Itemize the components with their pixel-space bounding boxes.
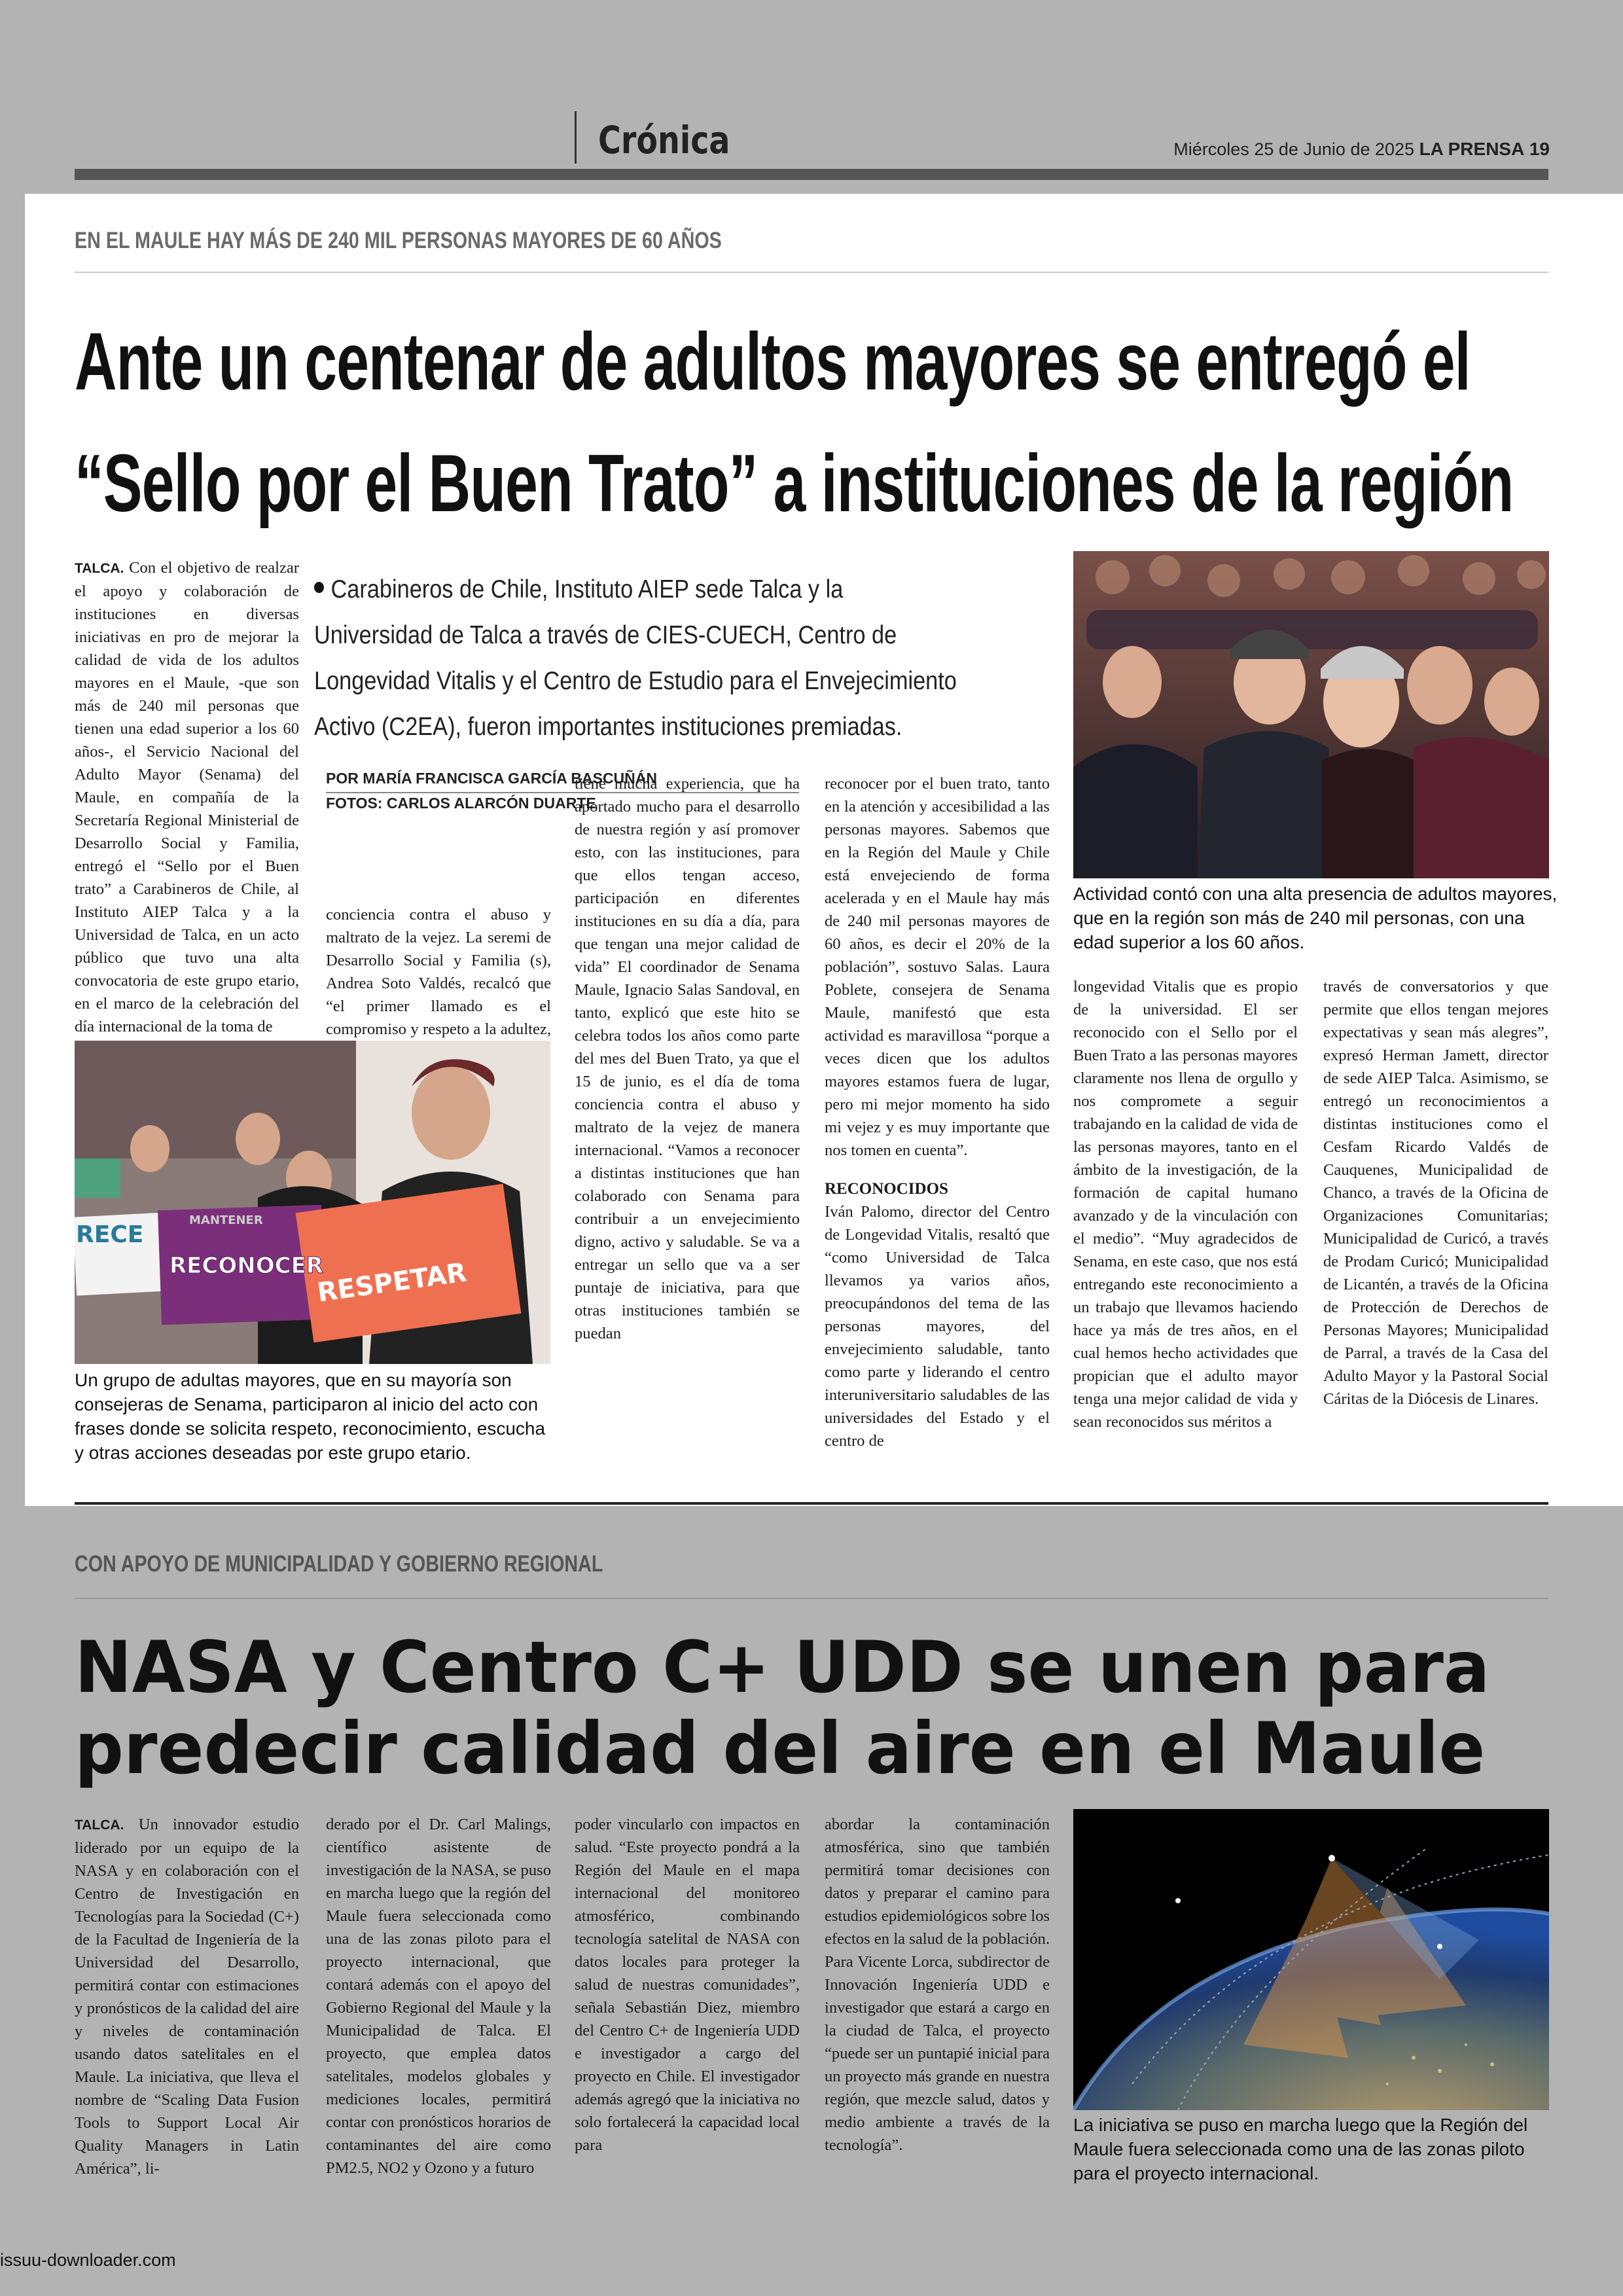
body-text: derado por el Dr. Carl Malings, científico asistente de investigación de la NASA, se puso en marcha luego que la región del Maule fuera seleccionada como una de las zonas piloto para el proyecto internacional, que contará además con el apoyo del Gobierno Regional del Maule y la Municipalidad de Talca. El proyecto, que emplea datos satelitales, modelos globales y mediciones locales, permitirá contar con pronósticos horarios de contaminantes del aire como PM2.5, NO2 y Ozono y a futuro [326,1816,551,2177]
page-info [1173,139,1550,160]
article2-kicker: CON APOYO DE MUNICIPALIDAD Y GOBIERNO REGIONAL [75,1551,603,1577]
body-text: conciencia contra el abuso y maltrato de la vejez. La seremi de Desarrollo Social y Familia (s), Andrea Soto Valdés, recalcó que “el primer llamado es el compromiso y respeto a la adultez, [326,906,551,1038]
body-text: Con el objetivo de realzar el apoyo y colaboración de instituciones en diversas iniciativas en pro de mejorar la calidad de vida de los adultos mayores en el Maule, -que son más de 240 mil personas que tienen una edad superior a los 60 años-, el Servicio Nacional del Adulto Mayor (Senama) del Maule, en compañía de la Secretaría Regional Ministerial de Desarrollo Social y Familia, entregó el “Sello por el Buen trato” a Carabineros de Chile, al Instituto AIEP Talca y a la Universidad de Talca, en un acto público que tuvo una alta convocatoria de este grupo etario, en el marco de la celebración del día internacional de la toma de [75,559,299,1035]
article2-column-3 [575,1813,800,2157]
photo-satellite [1073,1809,1549,2110]
body-text: tiene mucha experiencia, que ha aportado mucho para el desarrollo de nuestra región y así promover esto, con las instituciones, para que ellos tengan acceso, participación en diferentes instituciones en su día a día, para que tengan una mejor calidad de vida” El coordinador de Senama Maule, Ignacio Salas Sandoval, en tanto, explicó que este hito se celebra todos los años como parte del mes del Buen Trato, ya que el 15 de junio, es el día de toma conciencia contra el abuso y maltrato de la vejez de manera internacional. “Vamos a reconocer a distintas instituciones que han colaborado con Senama para contribuir a un envejecimiento digno, activo y saludable. Se va a entregar un sello que va a ser puntaje de iniciativa, para que otras instituciones también se puedan [575,775,800,1342]
issue-date: Miércoles 25 de Junio de 2025 [1173,139,1415,159]
article1-column-2 [326,903,551,1064]
article1-lead [314,567,959,750]
byline-photos: FOTOS: CARLOS ALARCÓN DUARTE [326,795,596,812]
photo-satellite-caption: La iniciativa se puso en marcha luego que la Región del Maule fuera seleccionada como una de las zonas piloto para el proyecto internacional. [1073,2115,1528,2183]
body-text: Un innovador estudio liderado por un equipo de la NASA y en colaboración con el Centro de Investigación en Tecnologías para la Sociedad (C+) de la Facultad de Ingeniería de la Universidad del Desarrollo, permitirá contar con estimaciones y pronósticos de la calidad del aire y niveles de contaminación usando datos satelitales en el Maule. La iniciativa, que lleva el nombre de “Scaling Data Fusion Tools to Support Local Air Quality Managers in Latin América”, li- [75,1816,299,2178]
body-text: abordar la contaminación atmosférica, sino que también permitirá tomar decisiones con datos y preparar el camino para estudios epidemiológicos sobre los efectos en la salud de la población. Para Vicente Lorca, subdirector de Innovación Ingeniería UDD e investigador que estará a cargo en la ciudad de Talca, el proyecto “puede ser un puntapié inicial para un proyecto más grande en nuestra región, que mezcle salud, datos y medio ambiente a través de la tecnología”. [825,1816,1050,2154]
dateline: TALCA. [75,561,124,576]
watermark-text: issuu-downloader.com [0,2250,176,2270]
page-number: 19 [1529,139,1550,159]
headline-line: Ante un centenar de adultos mayores se entregó el [75,317,1471,407]
newspaper-name: LA PRENSA [1419,139,1525,159]
article2-headline [75,1627,1490,1789]
headline-line: predecir calidad del aire en el Maule [75,1707,1486,1790]
article2-column-4 [825,1813,1050,2157]
sign-text: RECONOCER [169,1253,323,1279]
sign-text: MANTENER [189,1213,263,1227]
section-title: Crónica [598,118,730,162]
sign-text: RESPETAR [315,1257,469,1308]
headline-line: NASA y Centro C+ UDD se unen para [75,1626,1490,1709]
photo-women-caption: Un grupo de adultas mayores, que en su mayoría son consejeras de Senama, participaron al inicio del acto con frases donde se solicita respeto, reconocimiento, escucha y otras acciones deseadas por este grupo etario. [75,1370,546,1463]
article1-column-1 [75,556,299,1038]
body-text: Iván Palomo, director del Centro de Longevidad Vitalis, resaltó que “como Universidad de Talca llevamos ya varios años, preocupándonos del tema de las personas mayores, del envejecimiento saludable, tanto como parte y liderando el centro interuniversitario saludables de las universidades del Estado y el centro de [825,1203,1050,1450]
article1-column-5 [1073,975,1298,1433]
body-text: reconocer por el buen trato, tanto en la atención y accesibilidad a las personas mayores. Sabemos que en la Región del Maule y Chile está envejeciendo de forma acelerada y en el Maule hay más de 240 mil personas mayores de 60 años, es decir el 20% de la población”, sostuvo Salas. Laura Poblete, consejera de Senama Maule, manifestó que esta actividad es maravillosa “porque a veces dicen que los adultos mayores estamos fuera de lugar, pero mi mejor momento ha sido mi vejez y es muy importante que nos tomen en cuenta”. [825,775,1050,1159]
headline-line: “Sello por el Buen Trato” a instituciones de la región [75,439,1514,529]
photo-audience [1073,551,1549,878]
photo-audience-caption: Actividad contó con una alta presencia de adultos mayores, que en la región son más de 240 mil personas, con una edad superior a los 60 años. [1073,884,1558,952]
bullet-icon [314,582,324,593]
body-text: través de conversatorios y que permite que ellos tengan mejores expectativas y sean más alegres”, expresó Herman Jamett, director de sede AIEP Talca. Asimismo, se entregó un reconocimientos a distintas instituciones como el Cesfam Ricardo Valdés de Cauquenes, Municipalidad de Chanco, a través de la Oficina de Organizaciones Comunitarias; Municipalidad de Curicó, a través de Prodam Curicó; Municipalidad de Licantén, a través de la Oficina de Protección de Derechos de Personas Mayores; Municipalidad de Parral, a través de la Casa del Adulto Mayor y la Pastoral Social Cáritas de la Diócesis de Linares. [1323,978,1548,1408]
article2-column-2 [326,1813,551,2179]
body-text: poder vincularlo con impactos en salud. “Este proyecto pondrá a la Región del Maule en el mapa internacional del monitoreo atmosférico, combinando tecnología satelital de NASA con datos locales para proteger la salud de nuestras comunidades”, señala Sebastián Diez, miembro del Centro C+ de Ingeniería UDD e investigador a cargo del proyecto en Chile. El investigador además agregó que la iniciativa no solo fortalecerá la capacidad local para [575,1816,800,2154]
byline-author: POR MARÍA FRANCISCA GARCÍA BASCUÑÁN [326,770,657,787]
body-text: longevidad Vitalis que es propio de la universidad. El ser reconocido con el Sello por el Buen Trato a las personas mayores claramente nos llena de orgullo y nos compromete a seguir trabajando en la calidad de vida de las personas mayores, tanto en el ámbito de la investigación, de la formación de capital humano avanzado y de la vinculación con el medio”. “Muy agradecidos de Senama, en este caso, que nos está entregando este reconocimiento a un trabajo que llevamos haciendo hace ya más de tres años, en el cual hemos hecho actividades que propician que el adulto mayor tenga una mejor calidad de vida y sean reconocidos sus méritos a [1073,978,1298,1431]
header-divider [575,111,577,164]
article1-headline [75,301,1513,545]
kicker-rule [75,272,1548,273]
article1-kicker: EN EL MAULE HAY MÁS DE 240 MIL PERSONAS MAYORES DE 60 AÑOS [75,228,722,253]
lead-text: Carabineros de Chile, Instituto AIEP sede Talca y la Universidad de Talca a través de CIES-CUECH, Centro de Longevidad Vitalis y el Centro de Estudio para el Envejecimiento Activo (C2EA), fueron importantes instituciones premiadas. [314,575,957,741]
article1-column-3 [575,772,800,1345]
header-rule [75,169,1548,180]
kicker-rule [75,1598,1548,1599]
article1-column-6 [1323,975,1548,1410]
article-divider [75,1502,1548,1505]
dateline: TALCA. [75,1818,124,1833]
photo-women-signs [75,1041,550,1364]
article1-column-4 [825,772,1050,1452]
sign-text: RECE [76,1221,144,1248]
subheading: RECONOCIDOS [825,1180,948,1198]
article2-column-1 [75,1813,299,2180]
